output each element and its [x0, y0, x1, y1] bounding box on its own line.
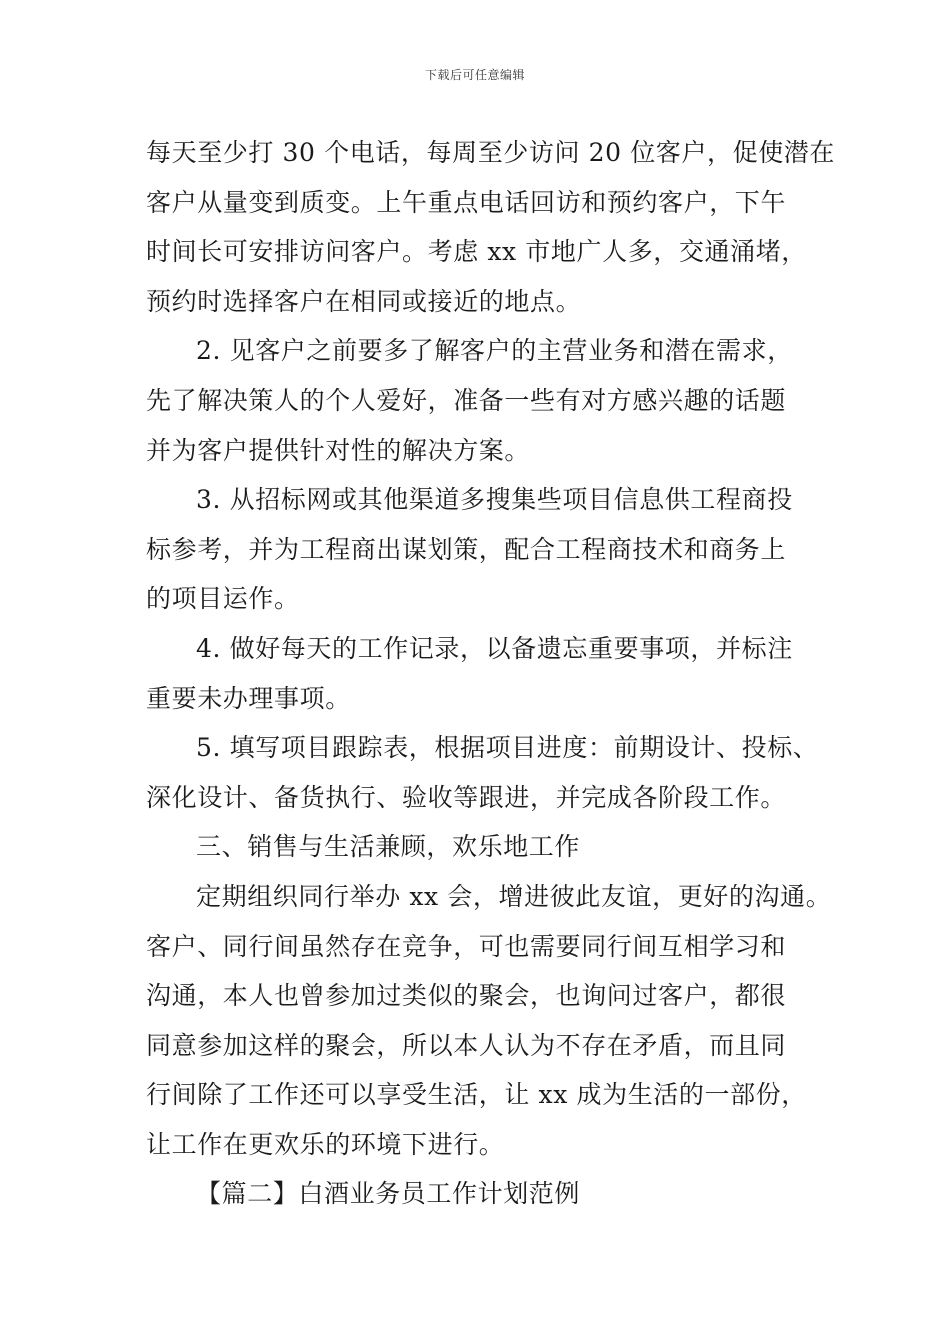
text-line: 沟通，本人也曾参加过类似的聚会，也询问过客户，都很: [146, 981, 787, 1011]
section-heading: 三、销售与生活兼顾，欢乐地工作: [196, 832, 581, 862]
text-line: 2. 见客户之前要多了解客户的主营业务和潜在需求，: [196, 336, 793, 366]
page-header: 下载后可任意编辑: [424, 68, 525, 82]
text-line: 同意参加这样的聚会，所以本人认为不存在矛盾，而且同: [146, 1030, 787, 1060]
text-line: 重要未办理事项。: [146, 683, 351, 713]
text-line: 4. 做好每天的工作记录，以备遗忘重要事项，并标注: [196, 633, 793, 663]
text-line: 先了解决策人的个人爱好，准备一些有对方感兴趣的话题: [146, 385, 787, 415]
text-line: 并为客户提供针对性的解决方案。: [146, 435, 531, 465]
text-line: 定期组织同行举办 xx 会，增进彼此友谊，更好的沟通。: [196, 881, 832, 911]
document-body: [146, 128, 836, 1219]
text-line: 客户、同行间虽然存在竞争，可也需要同行间互相学习和: [146, 931, 787, 961]
chapter-heading: 【篇二】白酒业务员工作计划范例: [196, 1179, 581, 1209]
text-line: 标参考，并为工程商出谋划策，配合工程商技术和商务上: [146, 534, 787, 564]
text-line: 时间长可安排访问客户。考虑 xx 市地广人多，交通涌堵，: [146, 237, 807, 267]
text-line: 3. 从招标网或其他渠道多搜集些项目信息供工程商投: [196, 485, 793, 515]
text-line: 深化设计、备货执行、验收等跟进，并完成各阶段工作。: [146, 782, 787, 812]
text-line: 客户从量变到质变。上午重点电话回访和预约客户，下午: [146, 187, 787, 217]
text-line: 预约时选择客户在相同或接近的地点。: [146, 286, 582, 316]
text-line: 每天至少打 30 个电话，每周至少访问 20 位客户，促使潜在: [146, 138, 836, 167]
text-line: 让工作在更欢乐的环境下进行。: [146, 1129, 505, 1159]
text-line: 5. 填写项目跟踪表，根据项目进度：前期设计、投标、: [196, 733, 819, 763]
text-line: 的项目运作。: [146, 584, 300, 614]
text-line: 行间除了工作还可以享受生活，让 xx 成为生活的一部份，: [146, 1080, 807, 1110]
